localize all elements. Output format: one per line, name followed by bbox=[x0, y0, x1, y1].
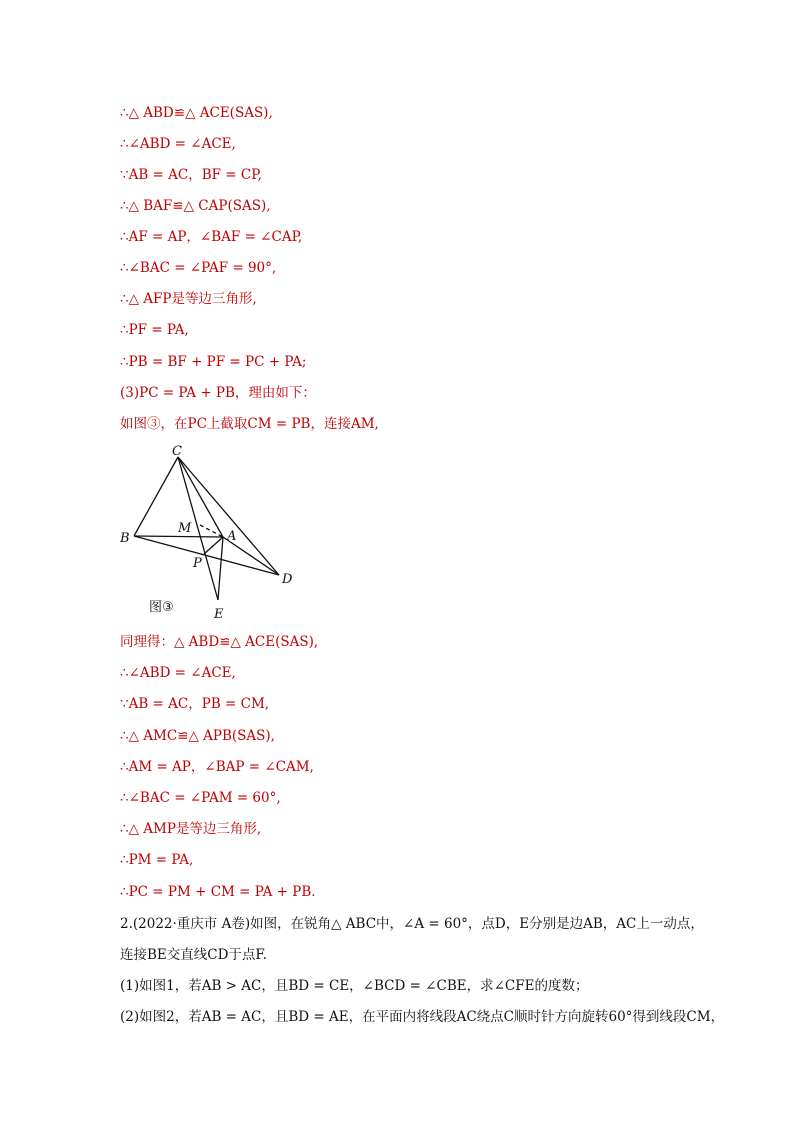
label-b: B bbox=[120, 531, 130, 546]
segment-ap bbox=[204, 537, 223, 554]
solution-line: ∵AB = AC，BF = CP, bbox=[120, 167, 262, 183]
problem-line: 连接BE交直线CD于点F. bbox=[120, 947, 267, 963]
solution-line: ∵AB = AC，PB = CM, bbox=[120, 696, 270, 712]
solution-line: ∴△ AMP是等边三角形, bbox=[120, 821, 262, 837]
solution-line: ∴∠BAC = ∠PAF = 90°, bbox=[120, 260, 277, 276]
label-m: M bbox=[178, 521, 192, 536]
label-p: P bbox=[193, 556, 202, 571]
solution-line: ∴PC = PM + CM = PA + PB. bbox=[120, 884, 316, 900]
solution-line: ∴AM = AP，∠BAP = ∠CAM, bbox=[120, 759, 314, 775]
solution-line: ∴△ BAF≌△ CAP(SAS), bbox=[120, 198, 271, 214]
solution-line: ∴△ AMC≌△ APB(SAS), bbox=[120, 728, 275, 744]
solution-line: 同理得：△ ABD≌△ ACE(SAS), bbox=[120, 634, 319, 650]
solution-line: ∴PM = PA, bbox=[120, 852, 194, 868]
segment-ae bbox=[218, 537, 223, 600]
problem-line: 2.(2022·重庆市 A卷)如图，在锐角△ ABC中，∠A = 60°，点D，E分别是边AB，AC上一动点， bbox=[120, 916, 704, 932]
solution-line: ∴∠BAC = ∠PAM = 60°, bbox=[120, 790, 281, 806]
problem-line: (1)如图1，若AB > AC，且BD = CE，∠BCD = ∠CBE，求∠CFE的度数； bbox=[120, 978, 589, 994]
solution-line: 如图③，在PC上截取CM = PB，连接AM, bbox=[120, 416, 379, 432]
solution-line: ∴AF = AP，∠BAF = ∠CAP, bbox=[120, 229, 303, 245]
solution-line: (3)PC = PA + PB，理由如下： bbox=[120, 385, 316, 401]
solution-line: ∴PB = BF + PF = PC + PA; bbox=[120, 354, 307, 370]
label-a: A bbox=[227, 529, 237, 544]
problem-line: (2)如图2，若AB = AC，且BD = AE，在平面内将线段AC绕点C顺时针方向旋转60°得到线段CM， bbox=[120, 1009, 725, 1025]
label-d: D bbox=[282, 572, 293, 587]
solution-line: ∴∠ABD = ∠ACE, bbox=[120, 136, 236, 152]
solution-line: ∴△ ABD≌△ ACE(SAS), bbox=[120, 105, 273, 121]
label-e: E bbox=[214, 607, 224, 622]
segment-ba bbox=[134, 536, 223, 537]
figure-caption: 图③ bbox=[149, 600, 174, 615]
geometry-figure bbox=[112, 440, 312, 625]
solution-line: ∴∠ABD = ∠ACE, bbox=[120, 665, 236, 681]
label-c: C bbox=[172, 444, 182, 459]
segment-bd bbox=[134, 536, 279, 575]
solution-line: ∴PF = PA, bbox=[120, 322, 189, 338]
solution-line: ∴△ AFP是等边三角形, bbox=[120, 291, 257, 307]
segment-cb bbox=[134, 457, 178, 536]
